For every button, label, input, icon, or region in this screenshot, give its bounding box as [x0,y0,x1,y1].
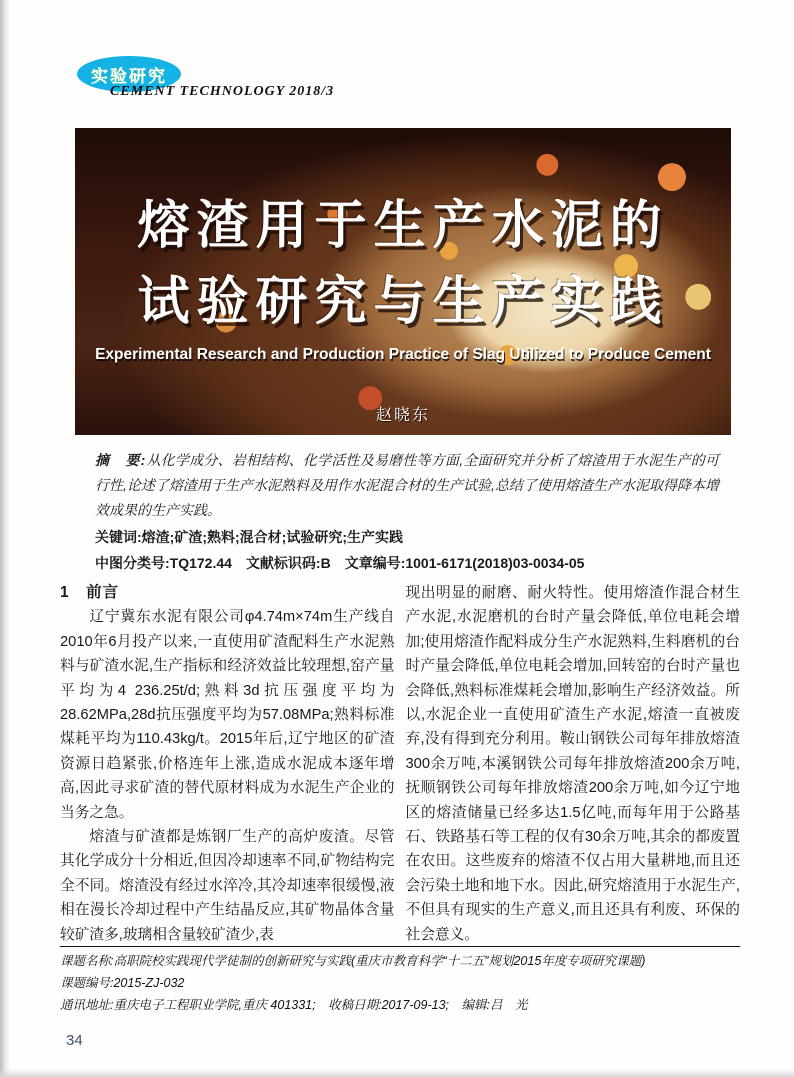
article-meta [95,448,719,576]
section-heading-1: 1 前言 [60,584,120,601]
body-paragraph: 辽宁冀东水泥有限公司φ4.74m×74m生产线自2010年6月投产以来,一直使用矿渣配料生产水泥熟料与矿渣水泥,生产指标和经济效益比较理想,窑产量平均为4 236.25t/d;熟料3d抗压强度平均为28.62MPa,28d抗压强度平均为57.08MPa;熟料标准煤耗平均为110.43kg/t。2015年后,辽宁地区的矿渣资源日趋紧张,价格连年上涨,造成水泥成本逐年增高,因此寻求矿渣的替代原材料成为水泥生产企业的当务之急。 [60,609,395,821]
column-badge-label: 实验研究 [91,66,167,86]
author-name: 赵晓东 [375,407,430,424]
left-column [60,581,395,947]
keywords-line [95,525,719,550]
abstract-label: 摘 要: [95,452,147,468]
footnote-project-id: 课题编号:2015-ZJ-032 [60,976,185,990]
abstract-paragraph [95,448,719,523]
footnote-divider [60,946,740,947]
banner-image [75,128,731,435]
article-title-line2: 试验研究与生产实践 [137,273,669,331]
footnote-project-name: 课题名称:高职院校实践现代学徒制的创新研究与实践(重庆市教育科学“十二五”规划2015年度专项研究课题) [60,954,646,968]
article-title-english: Experimental Research and Production Practice of Slag Utilized to Produce Cement [95,346,711,363]
keywords-label: 关键词: [95,529,142,545]
body-paragraph: 熔渣与矿渣都是炼钢厂生产的高炉废渣。尽管其化学成分十分相近,但因冷却速率不同,矿物结构完全不同。熔渣没有经过水淬冷,其冷却速率很缓慢,液相在漫长冷却过程中产生结晶反应,其矿物晶体含量较矿渣多,玻璃相含量较矿渣少,表 [60,829,395,943]
right-column [406,581,741,947]
page-number: 34 [66,1032,83,1049]
body-paragraph: 现出明显的耐磨、耐火特性。使用熔渣作混合材生产水泥,水泥磨机的台时产量会降低,单位电耗会增加;使用熔渣作配料成分生产水泥熟料,生料磨机的台时产量会降低,单位电耗会增加,回转窑的台时产量也会降低,熟料标准煤耗会增加,影响生产经济效益。所以,水泥企业一直使用矿渣生产水泥,熔渣一直被废弃,没有得到充分利用。鞍山钢铁公司每年排放熔渣300余万吨,本溪钢铁公司每年排放熔渣200余万吨,抚顺钢铁公司每年排放熔渣200余万吨,如今辽宁地区的熔渣储量已经多达1.5亿吨,而每年用于公路基石、铁路基石等工程的仅有30余万吨,其余的都废置在农田。这些废弃的熔渣不仅占用大量耕地,而且还会污染土地和地下水。因此,研究熔渣用于水泥生产,不但具有现实的生产意义,而且还具有利废、环保的社会意义。 [405,585,740,943]
keywords-text: 熔渣;矿渣;熟料;混合材;试验研究;生产实践 [141,529,403,545]
abstract-text: 从化学成分、岩相结构、化学活性及易磨性等方面,全面研究并分析了熔渣用于水泥生产的可行性,论述了熔渣用于生产水泥熟料及用作水泥混合材的生产试验,总结了使用熔渣生产水泥取得降本增效成果的生产实践。 [95,452,719,518]
journal-title: CEMENT TECHNOLOGY 2018/3 [110,84,335,99]
footnote-contact-line: 通讯地址:重庆电子工程职业学院,重庆 401331; 收稿日期:2017-09-13; 编辑:吕 光 [60,998,528,1012]
clc-line: 中图分类号:TQ172.44 文献标识码:B 文章编号:1001-6171(2018)03-0034-05 [95,555,585,571]
body-columns [60,581,740,947]
scan-edge-left [0,0,10,1077]
footnote-block [60,946,740,1018]
article-title-line1: 熔渣用于生产水泥的 [137,197,669,255]
scan-edge-bottom [0,1069,794,1077]
